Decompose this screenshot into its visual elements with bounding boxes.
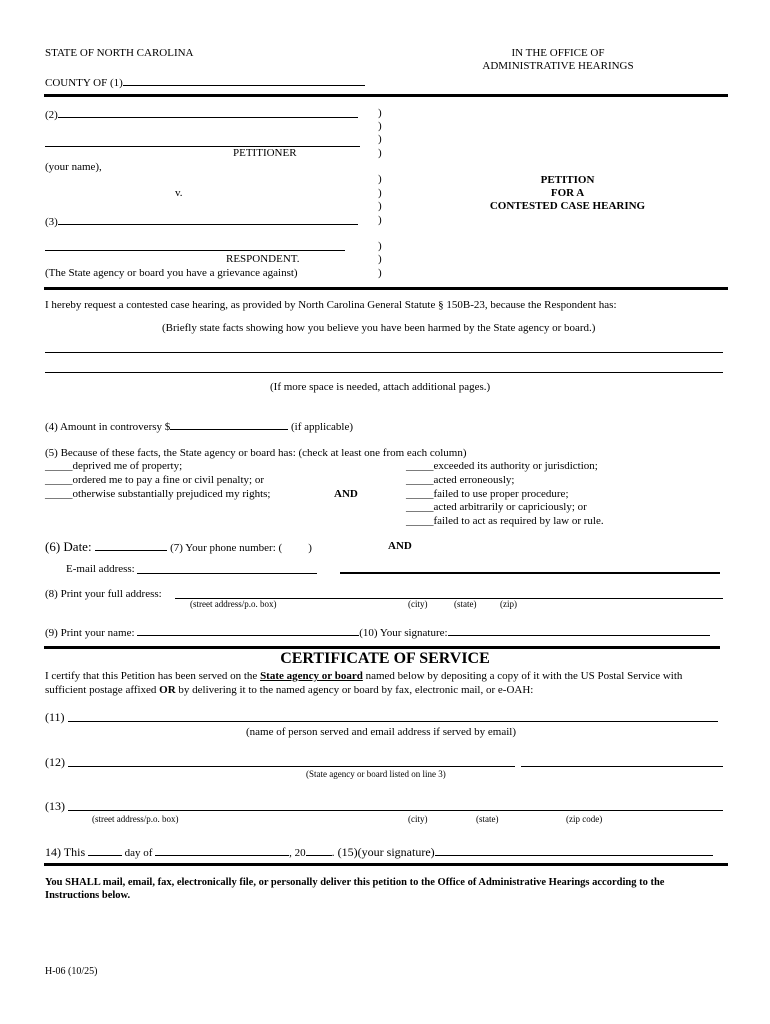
office-line1: IN THE OFFICE OF — [511, 47, 605, 59]
line-11-caption: (name of person served and email address if served by email) — [246, 726, 517, 738]
state-label: STATE OF NORTH CAROLINA — [45, 47, 194, 59]
date-field: (6) Date: (7) Your phone number: ( ) — [45, 539, 312, 554]
line-13-input[interactable] — [68, 810, 723, 811]
line-12-label: (12) — [45, 755, 65, 769]
signature-input[interactable] — [448, 625, 710, 636]
date-input[interactable] — [95, 540, 167, 551]
amount-input[interactable] — [170, 419, 288, 430]
petition-title-3: CONTESTED CASE HEARING — [489, 200, 646, 212]
instructions-text: You SHALL mail, email, fax, electronically file, or personally deliver this petition to the Office of Administrative Hearings according to the — [45, 877, 665, 888]
certificate-title: CERTIFICATE OF SERVICE — [280, 650, 490, 667]
line-12-caption: (State agency or board listed on line 3) — [306, 769, 446, 779]
certificate-divider — [44, 863, 728, 866]
email-label: E-mail address: — [66, 563, 135, 575]
right-option[interactable]: _____acted arbitrarily or capriciously; or — [406, 501, 587, 513]
instructions-text-2: Instructions below. — [45, 890, 131, 901]
petition-title-2: FOR A — [550, 187, 585, 199]
versus-label: v. — [175, 187, 183, 199]
petitioner-label: PETITIONER — [233, 147, 297, 159]
petitioner-line — [45, 146, 360, 147]
caption-divider — [44, 287, 728, 290]
c-city-caption: (city) — [408, 814, 428, 824]
addr-street-caption: (street address/p.o. box) — [190, 599, 277, 609]
paren: ) — [378, 214, 382, 226]
print-name-field: (9) Print your name: (10) Your signature: — [45, 625, 710, 639]
certificate-text-1: I certify that this Petition has been served on the State agency or board named below by depositing a copy of it with the US Postal Service with — [45, 670, 683, 682]
header-divider — [44, 94, 728, 97]
your-name-label: (your name), — [45, 161, 102, 173]
line-11-label: (11) — [45, 710, 65, 724]
addr-city-caption: (city) — [408, 599, 428, 609]
line-13-label: (13) — [45, 799, 65, 813]
c-zip-caption: (zip code) — [566, 814, 603, 824]
right-option[interactable]: _____acted erroneously; — [406, 474, 515, 486]
paren: ) — [378, 200, 382, 212]
addr-zip-caption: (zip) — [500, 599, 517, 609]
line-11-input[interactable] — [68, 721, 718, 722]
left-option[interactable]: _____ordered me to pay a fine or civil penalty; or — [45, 474, 265, 486]
body-divider — [44, 646, 720, 649]
year-input[interactable] — [306, 845, 332, 856]
c-state-caption: (state) — [476, 814, 499, 824]
respondent-label: RESPONDENT. — [226, 253, 300, 265]
form-id: H-06 (10/25) — [45, 966, 98, 977]
paren: ) — [378, 187, 382, 199]
because-text: (5) Because of these facts, the State agency or board has: (check at least one from each column) — [45, 447, 467, 459]
facts-line-1[interactable] — [45, 352, 723, 353]
paren: ) — [378, 253, 382, 265]
email-input-b[interactable] — [340, 572, 720, 574]
line-12-input-a[interactable] — [68, 766, 515, 767]
paren: ) — [378, 147, 382, 159]
request-text: I hereby request a contested case hearing, as provided by North Carolina General Statute § 150B-23, because the Respondent has: — [45, 299, 617, 311]
left-option[interactable]: _____deprived me of property; — [45, 460, 183, 472]
respondent-line — [45, 250, 345, 251]
left-option[interactable]: _____otherwise substantially prejudiced my rights; — [45, 488, 271, 500]
line-2: (2) — [45, 107, 358, 121]
line-3: (3) — [45, 214, 358, 228]
paren: ) — [378, 267, 382, 279]
right-option[interactable]: _____failed to use proper procedure; — [406, 488, 569, 500]
certificate-text-2: sufficient postage affixed OR by delivering it to the named agency or board by fax, electronic mail, or e-OAH: — [45, 684, 534, 696]
line-14-field: 14) This day of , 20 . (15)(your signature) — [45, 845, 713, 860]
paren: ) — [378, 173, 382, 185]
amount-field: (4) Amount in controversy $ (if applicable) — [45, 421, 354, 433]
county-label: COUNTY OF (1) — [45, 75, 365, 89]
paren: ) — [378, 107, 382, 119]
print-name-input[interactable] — [137, 625, 359, 636]
line-12-input-b[interactable] — [521, 766, 723, 767]
and-label: AND — [334, 488, 358, 500]
respondent-note: (The State agency or board you have a grievance against) — [45, 267, 298, 279]
more-space-note: (If more space is needed, attach additional pages.) — [270, 381, 491, 393]
c-street-caption: (street address/p.o. box) — [92, 814, 179, 824]
paren: ) — [378, 120, 382, 132]
day-input[interactable] — [88, 845, 122, 856]
right-option[interactable]: _____exceeded its authority or jurisdiction; — [406, 460, 598, 472]
address-label: (8) Print your full address: — [45, 588, 162, 600]
petition-title-1: PETITION — [540, 174, 595, 186]
addr-state-caption: (state) — [454, 599, 477, 609]
and-label-2: AND — [388, 540, 412, 552]
right-option[interactable]: _____failed to act as required by law or rule. — [406, 515, 604, 527]
paren: ) — [378, 240, 382, 252]
email-input-a[interactable] — [137, 573, 317, 574]
facts-line-2[interactable] — [45, 372, 723, 373]
office-line2: ADMINISTRATIVE HEARINGS — [482, 60, 634, 72]
cert-signature-input[interactable] — [435, 845, 713, 856]
month-input[interactable] — [155, 845, 289, 856]
paren: ) — [378, 133, 382, 145]
briefly-text: (Briefly state facts showing how you believe you have been harmed by the State agency or board.) — [162, 322, 596, 334]
